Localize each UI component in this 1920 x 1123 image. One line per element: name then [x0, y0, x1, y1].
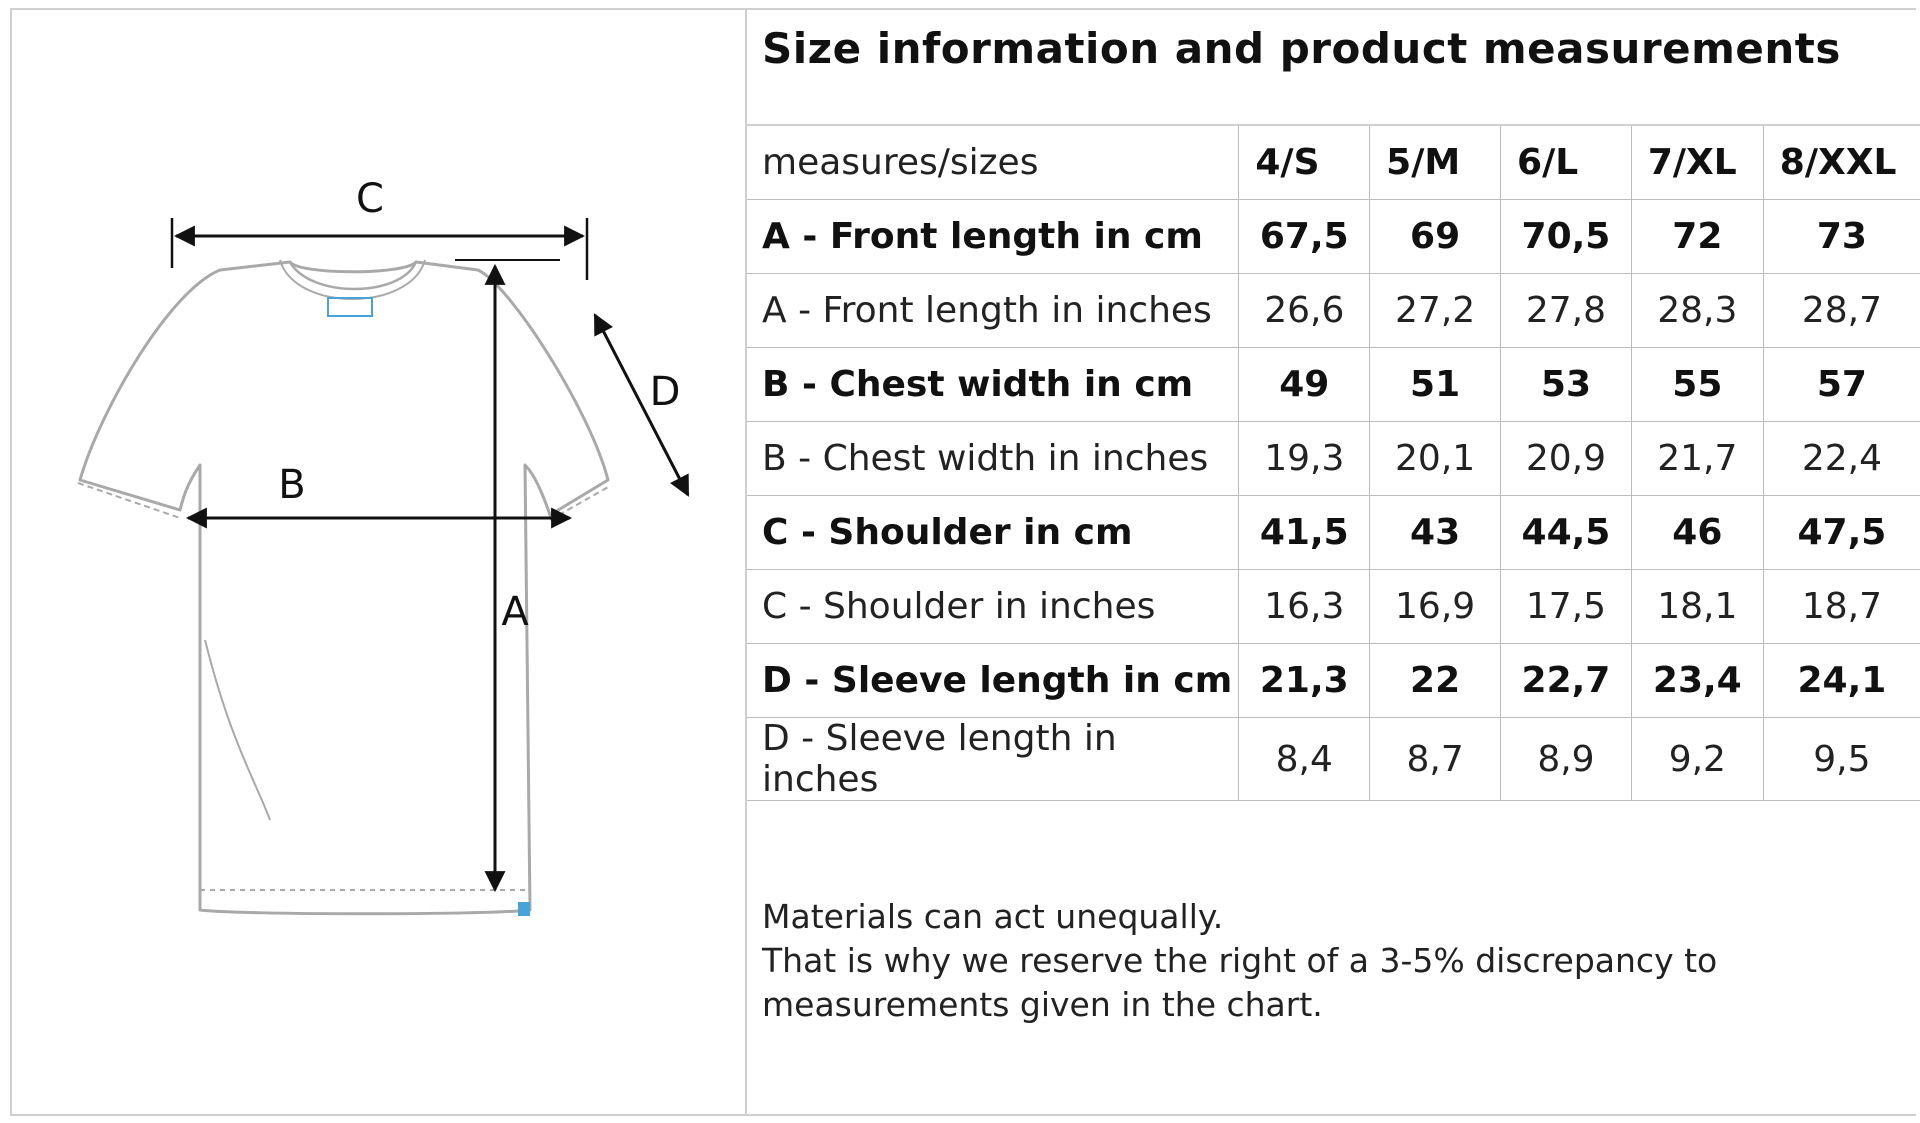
- table-cell: 22,7: [1501, 644, 1632, 718]
- table-cell: 67,5: [1239, 200, 1370, 274]
- table-cell: 24,1: [1763, 644, 1920, 718]
- header-measures: measures/sizes: [747, 126, 1239, 200]
- table-cell: 23,4: [1631, 644, 1763, 718]
- note-line: measurements given in the chart.: [762, 985, 1323, 1024]
- discrepancy-note: [762, 895, 1717, 1027]
- table-cell: 18,7: [1763, 570, 1920, 644]
- table-row: [747, 274, 1920, 348]
- table-cell: 26,6: [1239, 274, 1370, 348]
- tshirt-diagram-svg: [60, 176, 720, 920]
- table-cell: 18,1: [1631, 570, 1763, 644]
- row-label: B - Chest width in inches: [747, 422, 1239, 496]
- row-label: C - Shoulder in inches: [747, 570, 1239, 644]
- page-title: Size information and product measurements: [762, 24, 1841, 73]
- header-size-7xl: 7/XL: [1631, 126, 1763, 200]
- table-cell: 47,5: [1763, 496, 1920, 570]
- row-label: D - Sleeve length in inches: [747, 718, 1239, 801]
- table-cell: 28,7: [1763, 274, 1920, 348]
- header-size-6l: 6/L: [1501, 126, 1632, 200]
- table-cell: 57: [1763, 348, 1920, 422]
- table-cell: 9,5: [1763, 718, 1920, 801]
- table-cell: 8,4: [1239, 718, 1370, 801]
- row-label: D - Sleeve length in cm: [747, 644, 1239, 718]
- table-cell: 16,9: [1370, 570, 1501, 644]
- table-row: [747, 496, 1920, 570]
- table-cell: 44,5: [1501, 496, 1632, 570]
- dimension-d-label: D: [649, 369, 681, 415]
- dimension-a-label: A: [501, 589, 529, 635]
- table-row: [747, 644, 1920, 718]
- table-cell: 70,5: [1501, 200, 1632, 274]
- table-row: [747, 718, 1920, 801]
- table-cell: 17,5: [1501, 570, 1632, 644]
- table-row: [747, 200, 1920, 274]
- table-cell: 8,7: [1370, 718, 1501, 801]
- tshirt-outline: [78, 260, 610, 914]
- table-cell: 21,3: [1239, 644, 1370, 718]
- row-label: C - Shoulder in cm: [747, 496, 1239, 570]
- table-cell: 27,2: [1370, 274, 1501, 348]
- table-cell: 20,9: [1501, 422, 1632, 496]
- row-label: A - Front length in cm: [747, 200, 1239, 274]
- table-cell: 28,3: [1631, 274, 1763, 348]
- table-cell: 46: [1631, 496, 1763, 570]
- table-cell: 9,2: [1631, 718, 1763, 801]
- hem-tag: [518, 902, 530, 916]
- table-cell: 51: [1370, 348, 1501, 422]
- table-cell: 8,9: [1501, 718, 1632, 801]
- note-line: Materials can act unequally.: [762, 897, 1224, 936]
- table-row: [747, 422, 1920, 496]
- header-size-4s: 4/S: [1239, 126, 1370, 200]
- table-cell: 22,4: [1763, 422, 1920, 496]
- row-label: A - Front length in inches: [747, 274, 1239, 348]
- table-cell: 43: [1370, 496, 1501, 570]
- table-row: [747, 570, 1920, 644]
- neck-tag: [328, 298, 372, 316]
- row-label: B - Chest width in cm: [747, 348, 1239, 422]
- dimension-b-label: B: [278, 462, 306, 508]
- table-cell: 16,3: [1239, 570, 1370, 644]
- table-cell: 49: [1239, 348, 1370, 422]
- table-row: [747, 348, 1920, 422]
- table-header-row: [747, 126, 1920, 200]
- header-size-5m: 5/M: [1370, 126, 1501, 200]
- table-cell: 55: [1631, 348, 1763, 422]
- tshirt-diagram: [60, 176, 720, 920]
- size-table: [747, 126, 1920, 801]
- table-cell: 19,3: [1239, 422, 1370, 496]
- table-cell: 69: [1370, 200, 1501, 274]
- table-cell: 53: [1501, 348, 1632, 422]
- table-cell: 27,8: [1501, 274, 1632, 348]
- table-cell: 20,1: [1370, 422, 1501, 496]
- note-line: That is why we reserve the right of a 3-5% discrepancy to: [762, 941, 1718, 980]
- table-cell: 72: [1631, 200, 1763, 274]
- table-cell: 22: [1370, 644, 1501, 718]
- header-size-8xxl: 8/XXL: [1763, 126, 1920, 200]
- table-cell: 41,5: [1239, 496, 1370, 570]
- table-cell: 21,7: [1631, 422, 1763, 496]
- dimension-c-label: C: [356, 176, 384, 222]
- table-cell: 73: [1763, 200, 1920, 274]
